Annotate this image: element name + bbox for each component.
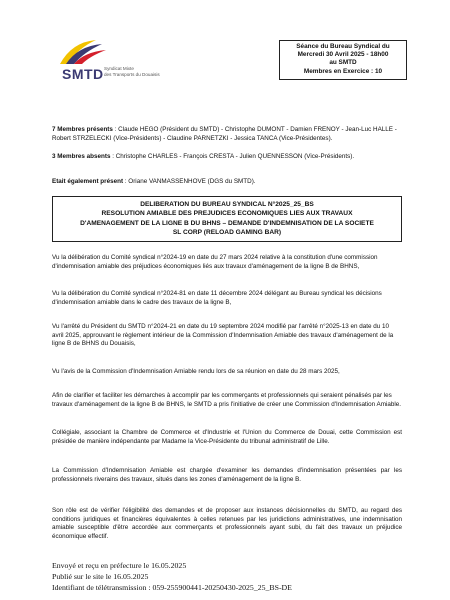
logo-subtext: Syndicat Mixte des Transports du Douaisis bbox=[104, 66, 160, 77]
logo-swoosh-icon bbox=[52, 38, 112, 68]
body-paragraph: Vu la délibération du Comité syndical n°2024-81 en date 11 décembre 2024 délégant au Bureau syndical les décisions d'indemnisation amiable dans le cadre des travaux de la ligne B, bbox=[52, 290, 382, 306]
also-present-text: : Oriane VANMASSENHOVE (DGS du SMTD). bbox=[123, 178, 256, 185]
seance-line: Membres en Exercice : 10 bbox=[303, 67, 383, 75]
present-text: : Claude HEGO (Président du SMTD) - Christophe DUMONT - Damien FRENOY - Jean-Luc HALLE - Robert STRZELECKI (Vice-Présidents) - Claudine PARNETZKI - Jessica TANCA (Vice-Présidentes). bbox=[52, 126, 397, 142]
seance-box bbox=[279, 40, 407, 80]
smtd-logo bbox=[52, 38, 172, 98]
deliberation-title-box bbox=[52, 196, 402, 242]
body-paragraph: Collégiale, associant la Chambre de Commerce et d'Industrie et l'Union du Commerce de Douai, cette Commission est présidée de manière indépendante par Madame la Vice-Présidente du tribunal administratif de Lille. bbox=[52, 429, 402, 445]
absent-text: : Christophe CHARLES - François CRESTA - Julien QUENNESSON (Vice-Présidents). bbox=[110, 153, 355, 160]
members-present bbox=[52, 126, 402, 143]
members-absent bbox=[52, 153, 402, 162]
also-present bbox=[52, 178, 402, 187]
footer-identifier: Identifiant de télétransmission : 059-255900441-20250430-2025_25_BS-DE bbox=[52, 583, 292, 592]
title-line: DELIBERATION DU BUREAU SYNDICAL N°2025_25_BS bbox=[140, 201, 314, 208]
body-paragraph: Vu l'avis de la Commission d'Indemnisation Amiable rendu lors de sa réunion en date du 28 mars 2025, bbox=[52, 368, 340, 375]
seance-line: Mercredi 30 Avril 2025 - 18h00 bbox=[297, 51, 389, 59]
absent-label: 3 Membres absents bbox=[52, 153, 111, 160]
logo-wordmark: SMTD bbox=[62, 66, 104, 82]
footer-sent: Envoyé et reçu en préfecture le 16.05.2025 bbox=[52, 561, 187, 570]
also-present-label: Etait également présent bbox=[52, 178, 124, 185]
title-line: SL CORP (RELOAD GAMING BAR) bbox=[172, 229, 282, 237]
title-line: RESOLUTION AMIABLE DES PREJUDICES ECONOMIQUES LIES AUX TRAVAUX bbox=[101, 210, 353, 218]
title-line: D'AMENAGEMENT DE LA LIGNE B DU BHNS – DEMANDE D'INDEMNISATION DE LA SOCIETE bbox=[80, 219, 374, 227]
seance-line: Séance du Bureau Syndical du bbox=[296, 43, 390, 50]
body-paragraph: Vu l'arrêté du Président du SMTD n°2024-21 en date du 19 septembre 2024 modifié par l'arrêté n°2025-13 en date du 10 avril 2025, approuvant le règlement intérieur de la Commission d'Indemnisation Amiable des travaux d'aménagement de la ligne B de BHNS du Douaisis, bbox=[52, 323, 394, 348]
footer-published: Publié sur le site le 16.05.2025 bbox=[52, 572, 149, 581]
body-paragraph: Afin de clarifier et faciliter les démarches à accomplir par les commerçants et professionnels qui seraient pénalisés par les travaux d'aménagement de la ligne B de BHNS, le SMTD a pris l'initiative de créer une Commission d'Indemnisation Amiable. bbox=[52, 392, 402, 408]
body-paragraph: Vu la délibération du Comité syndical n°2024-19 en date du 27 mars 2024 relative à la constitution d'une commission d'indemnisation amiable des préjudices économiques liés aux travaux d'aménagement de la ligne B de BHNS, bbox=[52, 254, 378, 270]
body-paragraph: Son rôle est de vérifier l'éligibilité des demandes et de proposer aux instances décisionnelles du SMTD, au regard des conditions juridiques et financières équivalentes à celles retenues par les juridictions administratives, une indemnisation amiable susceptible d'être accordée aux commerçants et professionnels ayant subi, du fait des travaux un préjudice économique effectif. bbox=[52, 507, 402, 540]
present-label: 7 Membres présents bbox=[52, 126, 113, 133]
body-paragraph: La Commission d'Indemnisation Amiable est chargée d'examiner les demandes d'indemnisation présentées par les professionnels riverains des travaux, situés dans les zones d'aménagement de la ligne B. bbox=[52, 467, 402, 483]
seance-line: au SMTD bbox=[329, 59, 357, 67]
